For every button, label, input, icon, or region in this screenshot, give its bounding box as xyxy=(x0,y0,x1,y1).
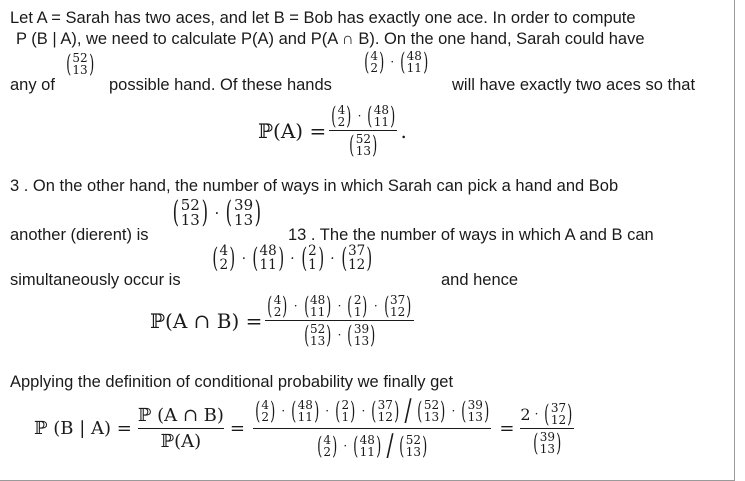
pba-final-fraction: 2 · ( 37 12 ) ( 39 13 ) xyxy=(520,402,574,455)
text-line-4: 3 . On the other hand, the number of ways in which Sarah can pick a hand and Bob xyxy=(10,177,619,195)
joint-count-expression: ( 4 2 ) · ( 48 11 ) · ( 2 1 ) · ( 37 12 ) xyxy=(212,243,373,274)
text-line-6a: simultaneously occur is xyxy=(10,271,181,289)
equation-pab xyxy=(150,294,417,347)
text-line-5a: another (dierent) is xyxy=(10,226,149,244)
text-line-5b: 13 . The the number of ways in which A and B can xyxy=(288,226,654,244)
pba-expanded-fraction: ( 4 2 ) · ( 48 11 ) · ( 2 1 ) · ( 37 12 ) / ( 52 13 ) · ( 39 13 ) ( 4 2 ) · ( 48 11 ) / ( 52 13 ) xyxy=(253,396,491,461)
equation-pba: ℙ (B | A) = $\frac{\text{ℙ (A ∩ B)}}{\text{ℙ(A)}}$ = ( 4 2 ) · ( 48 11 ) · ( 2 1 ) · ( 37 12 ) / ( 52 13 ) · ( 39 13 ) ( 4 2 ) · ( 48 11 ) / ( 52 13 ) = 2 · ( 37 12 ) ( 39 13 ) xyxy=(34,396,580,461)
pab-label: ℙ(A ∩ B) = xyxy=(150,308,263,333)
equation-pa: ℙ(A) = ( 4 2 ) · ( 48 11 ) ( 52 13 ) . xyxy=(258,102,407,159)
binom-52-13: ( 52 13 ) xyxy=(66,50,94,78)
text-line-3a: any of xyxy=(10,76,55,94)
text-line-6b: and hence xyxy=(441,271,519,289)
text-line-7: Applying the definition of conditional probability we finally get xyxy=(10,373,454,391)
pa-label: ℙ(A) = xyxy=(258,118,327,143)
text-line-1: Let A = Sarah has two aces, and let B = Bob has exactly one ace. In order to compute xyxy=(10,9,636,27)
text-line-2: P (B | A), we need to calculate P(A) and P(A ∩ B). On the one hand, Sarah could have xyxy=(16,30,645,48)
text-line-3b: possible hand. Of these hands xyxy=(109,76,332,94)
pba-label: ℙ (B | A) = xyxy=(34,418,132,439)
text-line-3c: will have exactly two aces so that xyxy=(452,76,696,94)
binom-52-13-times-39-13: ( 52 13 ) · ( 39 13 ) xyxy=(172,195,262,230)
pa-fraction: ( 4 2 ) · ( 48 11 ) ( 52 13 ) xyxy=(329,104,397,157)
pba-def-fraction: $\frac{\text{ℙ (A ∩ B)}}{\text{ℙ(A)}}$ xyxy=(137,405,224,452)
pab-fraction: ( 4 2 ) · ( 48 11 ) · ( 2 1 ) · ( 37 12 ) ( 52 13 ) · ( 39 13 ) xyxy=(265,294,413,347)
binom-4-2-times-48-11: ( 4 2 ) · ( 48 11 ) xyxy=(364,48,429,76)
